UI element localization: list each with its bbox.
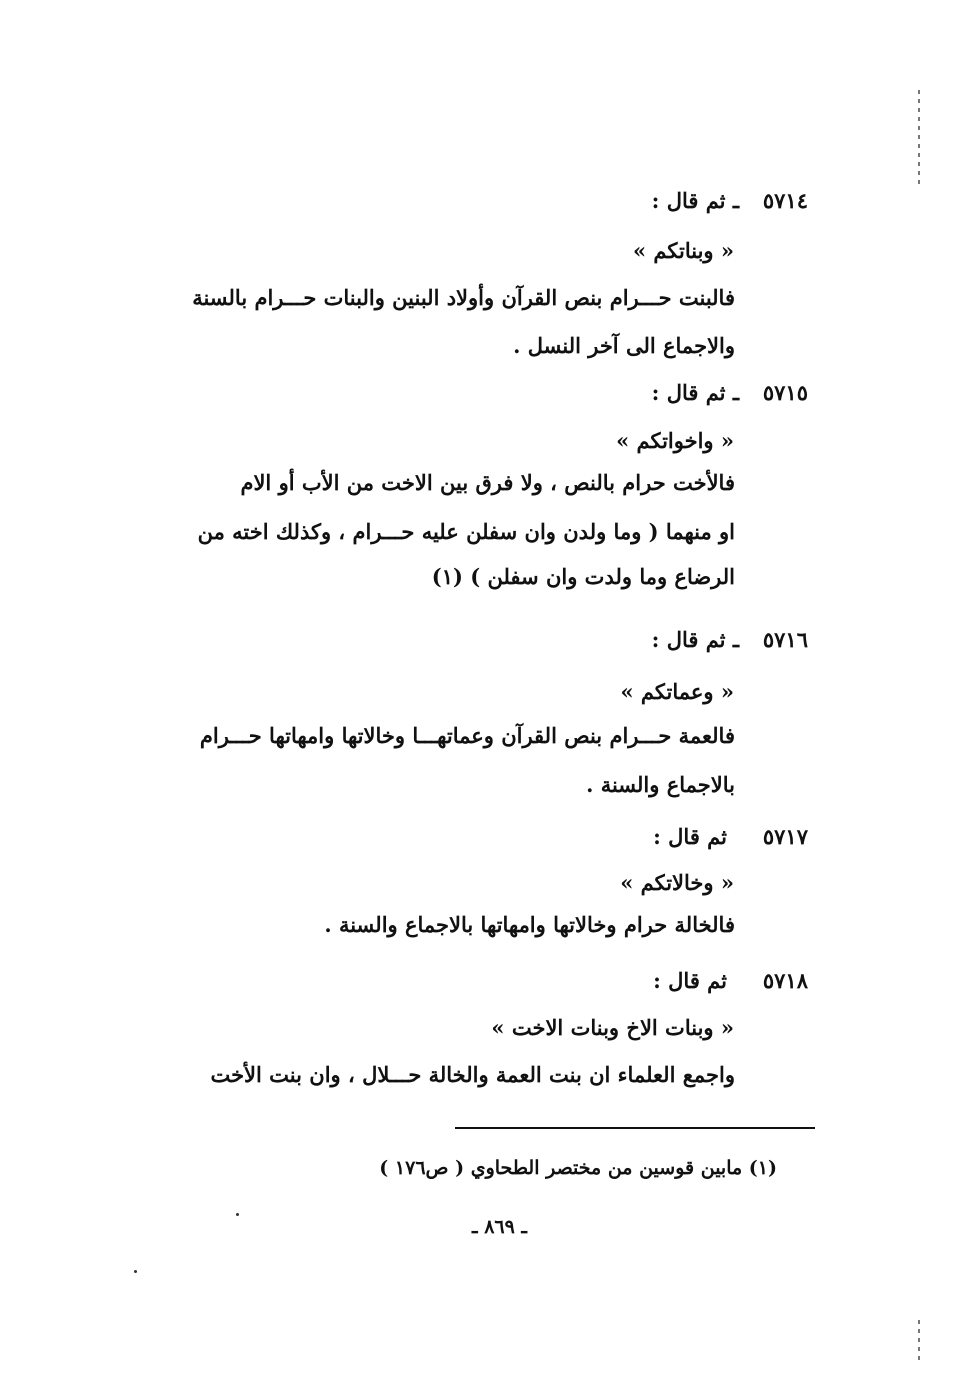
entry-body-line: الرضاع وما ولدت وان سفلن ) (١)	[431, 564, 735, 589]
entry-number: ٥٧١٦	[762, 627, 808, 652]
entry-quote: « واخواتكم »	[616, 428, 734, 453]
entry-number: ٥٧١٨	[762, 968, 808, 993]
scan-edge-mark	[918, 1320, 920, 1360]
scan-speck	[236, 1213, 239, 1216]
entry-quote: « وبنات الاخ وبنات الاخت »	[491, 1015, 734, 1040]
entry-body-line: بالاجماع والسنة .	[586, 772, 735, 797]
entry-number: ٥٧١٧	[762, 824, 808, 849]
page-number: ـ ٨٦٩ ـ	[472, 1216, 527, 1238]
entry-header: ثم قال :	[653, 968, 727, 993]
entry-body-line: او منهما ( وما ولدن وان سفلن عليه حـــرام ، وكذلك اخته من	[197, 519, 735, 544]
entry-body-line: فالبنت حـــرام بنص القرآن وأولاد البنين والبنات حـــرام بالسنة	[192, 285, 735, 310]
entry-quote: « وبناتكم »	[632, 238, 734, 263]
entry-body-line: فالخالة حرام وخالاتها وامهاتها بالاجماع والسنة .	[324, 912, 735, 937]
scan-edge-mark	[918, 90, 920, 185]
entry-quote: « وعماتكم »	[620, 679, 734, 704]
entry-header: ـ ثم قال :	[651, 188, 739, 213]
footnote: (١) مابين قوسين من مختصر الطحاوي ( ص١٧٦ )	[379, 1157, 777, 1179]
entry-body-line: فالعمة حـــرام بنص القرآن وعماتهـــا وخالاتها وامهاتها حـــرام	[199, 723, 735, 748]
entry-body-line: واجمع العلماء ان بنت العمة والخالة حـــلال ، وان بنت الأخت	[210, 1062, 735, 1087]
footnote-separator	[455, 1127, 815, 1129]
scan-speck	[134, 1270, 137, 1273]
entry-number: ٥٧١٤	[762, 188, 808, 213]
entry-body-line: فالأخت حرام بالنص ، ولا فرق بين الاخت من الأب أو الام	[240, 470, 735, 495]
entry-header: ـ ثم قال :	[651, 627, 739, 652]
entry-quote: « وخالاتكم »	[620, 870, 734, 895]
entry-body-line: والاجماع الى آخر النسل .	[513, 333, 735, 358]
entry-header: ـ ثم قال :	[651, 380, 739, 405]
entry-number: ٥٧١٥	[762, 380, 808, 405]
entry-header: ثم قال :	[653, 824, 727, 849]
